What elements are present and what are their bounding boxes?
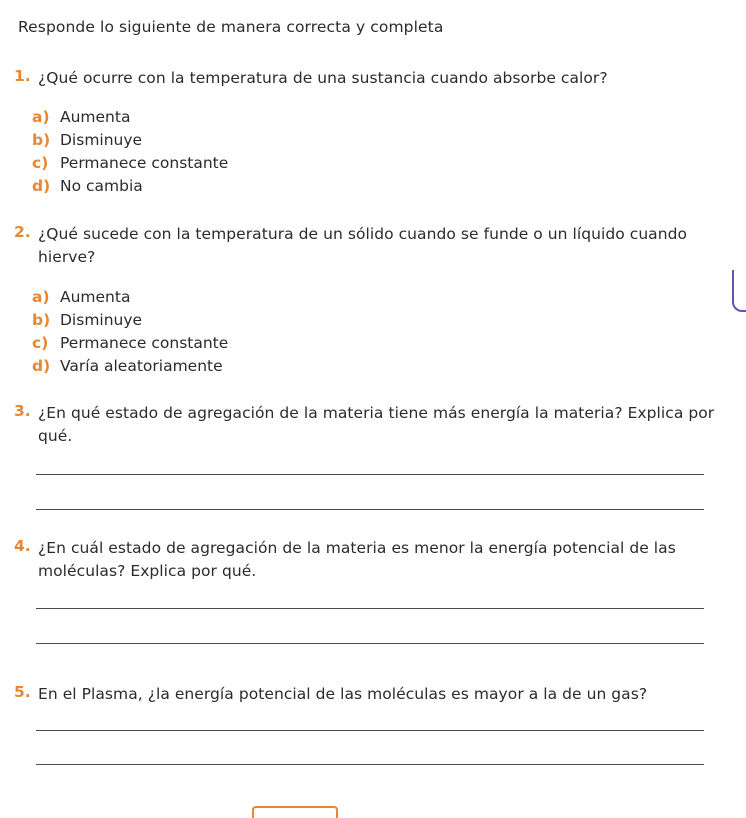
- question-number: 2.: [14, 223, 31, 241]
- question-1: [14, 67, 716, 198]
- option-b[interactable]: [32, 309, 716, 332]
- option-text: Permanece constante: [60, 154, 229, 172]
- question-text: ¿Qué ocurre con la temperatura de una sustancia cuando absorbe calor?: [38, 69, 608, 87]
- option-a[interactable]: [32, 286, 716, 309]
- question-4: [14, 537, 716, 644]
- option-letter: c): [32, 154, 49, 172]
- question-text: ¿En qué estado de agregación de la materia tiene más energía la materia? Explica por qué.: [38, 404, 715, 445]
- answer-line[interactable]: [36, 643, 704, 644]
- question-3: [14, 402, 716, 510]
- option-d[interactable]: [32, 175, 716, 198]
- option-letter: d): [32, 357, 51, 375]
- option-text: No cambia: [60, 177, 143, 195]
- option-c[interactable]: [32, 332, 716, 355]
- page-bottom-tab: [252, 806, 338, 818]
- option-text: Varía aleatoriamente: [60, 357, 223, 375]
- option-b[interactable]: [32, 129, 716, 152]
- option-letter: b): [32, 131, 51, 149]
- option-letter: a): [32, 288, 50, 306]
- option-c[interactable]: [32, 152, 716, 175]
- question-number: 3.: [14, 402, 31, 420]
- answer-line[interactable]: [36, 509, 704, 510]
- option-letter: b): [32, 311, 51, 329]
- question-number: 1.: [14, 67, 31, 85]
- page-title: Responde lo siguiente de manera correcta y completa: [18, 18, 444, 36]
- option-letter: d): [32, 177, 51, 195]
- option-text: Aumenta: [60, 288, 131, 306]
- option-a[interactable]: [32, 106, 716, 129]
- option-text: Disminuye: [60, 311, 143, 329]
- margin-bracket: [732, 270, 746, 312]
- answer-line[interactable]: [36, 764, 704, 765]
- option-d[interactable]: [32, 355, 716, 378]
- question-text: ¿En cuál estado de agregación de la materia es menor la energía potencial de las moléculas? Explica por qué.: [38, 539, 676, 580]
- option-text: Disminuye: [60, 131, 143, 149]
- option-text: Permanece constante: [60, 334, 229, 352]
- question-text: En el Plasma, ¿la energía potencial de las moléculas es mayor a la de un gas?: [38, 685, 648, 703]
- question-2: [14, 223, 716, 378]
- question-number: 5.: [14, 683, 31, 701]
- question-text: ¿Qué sucede con la temperatura de un sólido cuando se funde o un líquido cuando hierve?: [38, 225, 688, 266]
- option-letter: c): [32, 334, 49, 352]
- option-text: Aumenta: [60, 108, 131, 126]
- question-number: 4.: [14, 537, 31, 555]
- question-5: [14, 683, 716, 765]
- option-letter: a): [32, 108, 50, 126]
